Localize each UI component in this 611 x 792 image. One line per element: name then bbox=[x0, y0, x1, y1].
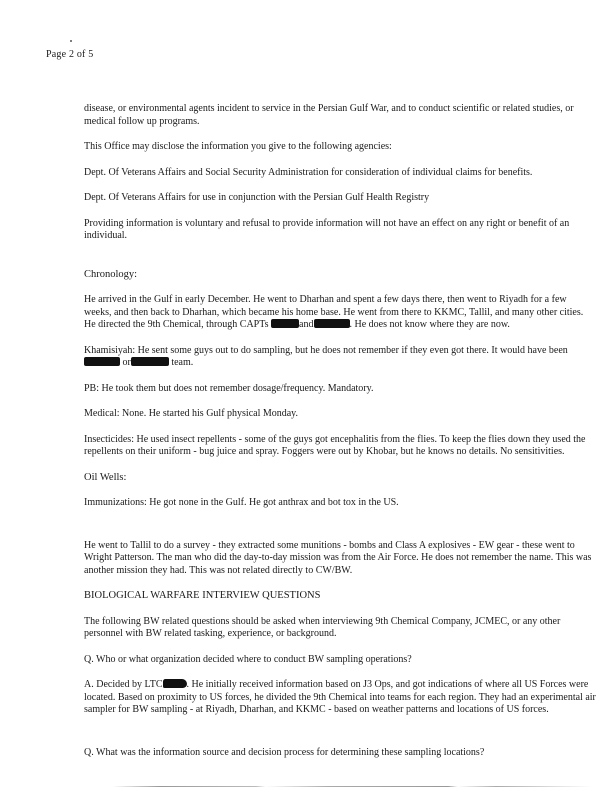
bw-answer-1-prefix: A. Decided by LTC bbox=[84, 679, 163, 690]
tallil-paragraph: He went to Tallil to do a survey - they extracted some munitions - bombs and Class A explosives - EW gear - these went to Wright Patterson. The man who did the day-to-day mission was from the Air Force. He does not remember the name. This was another mission they had. This was not related directly to CW/BW. bbox=[84, 539, 592, 576]
bw-heading: BIOLOGICAL WARFARE INTERVIEW QUESTIONS bbox=[84, 590, 321, 601]
redaction-mark bbox=[314, 319, 350, 328]
document-body bbox=[84, 103, 596, 759]
redaction-mark bbox=[163, 679, 187, 688]
privacy-paragraph-3: Dept. Of Veterans Affairs and Social Security Administration for consideration of individual claims for benefits. bbox=[84, 166, 533, 178]
privacy-paragraph-5: Providing information is voluntary and refusal to provide information will not have an effect on any right or benefit of an individual. bbox=[84, 217, 570, 241]
scan-speck bbox=[70, 40, 72, 42]
chronology-text-b: and bbox=[299, 319, 314, 330]
bw-intro-paragraph: The following BW related questions should be asked when interviewing 9th Chemical Company, JCMEC, or any other personnel with BW related tasking, experience, or background. bbox=[84, 615, 561, 639]
bw-answer-1-text: . He initially received information based on J3 Ops, and got indications of where all US Forces were located. Based on proximity to US forces, he divided the 9th Chemical into teams for each region. They had an experimental air sampler for BW sampling - at Riyadh, Dharhan, and KKMC - based on weather patterns and locations of US forces. bbox=[84, 679, 596, 715]
chronology-text-c: . He does not know where they are now. bbox=[349, 319, 510, 330]
page-number: Page 2 of 5 bbox=[46, 49, 94, 60]
chronology-heading: Chronology: bbox=[84, 268, 138, 280]
bw-question-1: Q. Who or what organization decided where to conduct BW sampling operations? bbox=[84, 653, 412, 665]
bw-question-2: Q. What was the information source and decision process for determining these sampling locations? bbox=[84, 746, 485, 758]
immunizations-paragraph: Immunizations: He got none in the Gulf. He got anthrax and bot tox in the US. bbox=[84, 497, 399, 508]
privacy-paragraph-2: This Office may disclose the information you give to the following agencies: bbox=[84, 141, 392, 152]
bw-answer-1 bbox=[84, 679, 596, 717]
khamisiyah-paragraph bbox=[84, 345, 596, 370]
privacy-paragraph-4: Dept. Of Veterans Affairs for use in conjunction with the Persian Gulf Health Registry bbox=[84, 192, 430, 203]
chronology-text-a: He arrived in the Gulf in early December. He went to Dharhan and spent a few days there, then went to Riyadh for a few weeks, and then back to Dharhan, which became his home base. He went from there to KKMC, Tallil, and many other cities. He directed the 9th Chemical, through CAPTs bbox=[84, 294, 584, 330]
khamisiyah-text-b: or bbox=[120, 357, 131, 368]
redaction-mark bbox=[271, 319, 299, 328]
privacy-paragraph-1: disease, or environmental agents incident to service in the Persian Gulf War, and to conduct scientific or related studies, or medical follow up programs. bbox=[84, 103, 574, 127]
redaction-mark bbox=[131, 357, 169, 366]
pb-paragraph: PB: He took them but does not remember dosage/frequency. Mandatory. bbox=[84, 382, 374, 394]
redaction-mark bbox=[84, 357, 120, 366]
medical-paragraph: Medical: None. He started his Gulf physical Monday. bbox=[84, 408, 299, 419]
chronology-paragraph bbox=[84, 294, 596, 332]
scan-artifact-line bbox=[112, 786, 592, 787]
khamisiyah-text-a: Khamisiyah: He sent some guys out to do sampling, but he does not remember if they even got there. It would have been bbox=[84, 344, 568, 356]
khamisiyah-text-c: team. bbox=[168, 357, 194, 368]
oil-wells-heading: Oil Wells: bbox=[84, 471, 127, 483]
insecticides-paragraph: Insecticides: He used insect repellents - some of the guys got encephalitis from the flies. To keep the flies down they used the repellents on their uniform - bug juice and spray. Foggers were out by Khobar, but he knows no details. No sensitivities. bbox=[84, 433, 586, 457]
